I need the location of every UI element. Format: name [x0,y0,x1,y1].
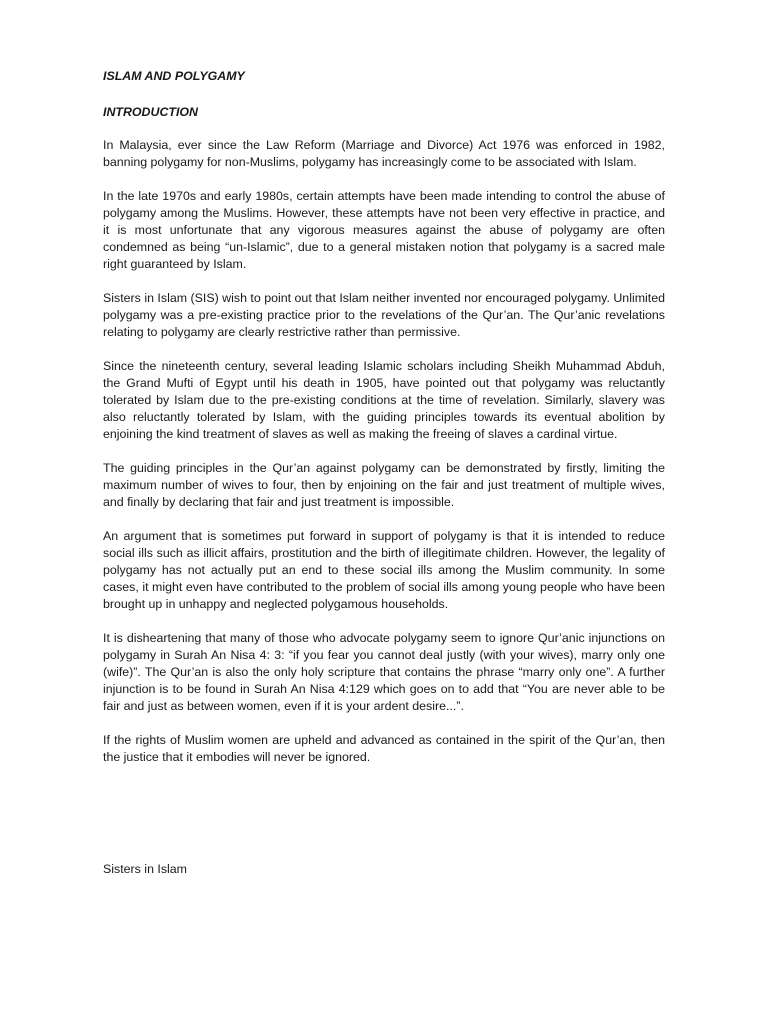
signature: Sisters in Islam [103,862,187,876]
document-title: ISLAM AND POLYGAMY [103,69,245,83]
paragraph-7: It is disheartening that many of those who advocate polygamy seem to ignore Qur’anic injunctions on polygamy in Surah An Nisa 4: 3: “if you fear you cannot deal justly (with your wives), marry only one (wife)”. The Qur’an is also the only holy scripture that contains the phrase “marry only one”. A further injunction is to be found in Surah An Nisa 4:129 which goes on to add that “You are never able to be fair and just as between women, even if it is your ardent desire...”. [103,631,665,713]
paragraph-4: Since the nineteenth century, several leading Islamic scholars including Sheikh Muhammad Abduh, the Grand Mufti of Egypt until his death in 1905, have pointed out that polygamy was reluctantly tolerated by Islam due to the pre-existing conditions at the time of revelation. Similarly, slavery was also reluctantly tolerated by Islam, with the guiding principles towards its eventual abolition by enjoining the kind treatment of slaves as well as making the freeing of slaves a cardinal virtue. [103,359,665,441]
document-body [103,68,665,766]
paragraph-1: In Malaysia, ever since the Law Reform (Marriage and Divorce) Act 1976 was enforced in 1982, banning polygamy for non-Muslims, polygamy has increasingly come to be associated with Islam. [103,138,665,169]
paragraph-5: The guiding principles in the Qur’an against polygamy can be demonstrated by firstly, limiting the maximum number of wives to four, then by enjoining on the fair and just treatment of multiple wives, and finally by declaring that fair and just treatment is impossible. [103,461,665,509]
paragraph-6: An argument that is sometimes put forward in support of polygamy is that it is intended to reduce social ills such as illicit affairs, prostitution and the birth of illegitimate children. However, the legality of polygamy has not actually put an end to these social ills among the Muslim community. In some cases, it might even have contributed to the problem of social ills among young people who have been brought up in unhappy and neglected polygamous households. [103,529,665,611]
paragraph-3: Sisters in Islam (SIS) wish to point out that Islam neither invented nor encouraged polygamy. Unlimited polygamy was a pre-existing practice prior to the revelations of the Qur’an. The Qur’anic revelations relating to polygamy are clearly restrictive rather than permissive. [103,291,665,339]
paragraph-8: If the rights of Muslim women are upheld and advanced as contained in the spirit of the Qur’an, then the justice that it embodies will never be ignored. [103,733,665,764]
paragraph-2: In the late 1970s and early 1980s, certain attempts have been made intending to control the abuse of polygamy among the Muslims. However, these attempts have not been very effective in practice, and it is most unfortunate that any vigorous measures against the abuse of polygamy are often condemned as being “un-Islamic”, due to a general mistaken notion that polygamy is a sacred male right guaranteed by Islam. [103,189,665,271]
section-heading-introduction: INTRODUCTION [103,105,198,119]
